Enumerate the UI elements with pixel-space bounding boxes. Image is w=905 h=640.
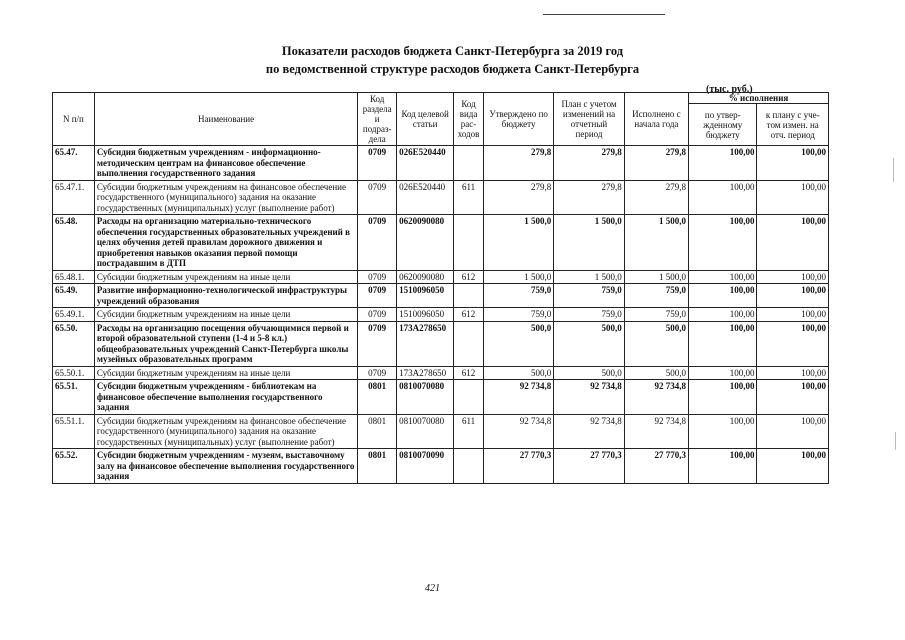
units-label: (тыс. руб.) — [706, 84, 753, 95]
table-row — [53, 366, 829, 380]
row-approved: 759,0 — [483, 284, 553, 308]
header-plan: План с учетом изменений на отчетный период — [554, 93, 624, 146]
header-section: Код раздела и подраз-дела — [358, 93, 397, 146]
row-type — [454, 284, 484, 308]
row-target: 173А278650 — [397, 321, 454, 366]
row-pct-plan: 100,00 — [757, 146, 829, 181]
row-executed: 92 734,8 — [624, 380, 688, 415]
row-num: 65.49.1. — [53, 308, 95, 322]
row-plan: 27 770,3 — [554, 449, 624, 484]
row-num: 65.48. — [53, 215, 95, 271]
row-approved: 1 500,0 — [483, 270, 553, 284]
row-pct-approved: 100,00 — [689, 270, 757, 284]
table-row — [53, 414, 829, 449]
table-row — [53, 284, 829, 308]
header-pct-approved: по утвер-жденному бюджету — [689, 104, 757, 146]
row-pct-plan: 100,00 — [757, 308, 829, 322]
row-section: 0709 — [358, 146, 397, 181]
row-executed: 759,0 — [624, 284, 688, 308]
row-target: 026Е520440 — [397, 146, 454, 181]
row-name: Субсидии бюджетным учреждениям на иные цели — [94, 308, 357, 322]
row-section: 0709 — [358, 284, 397, 308]
row-pct-plan: 100,00 — [757, 366, 829, 380]
row-pct-plan: 100,00 — [757, 215, 829, 271]
row-type: 612 — [454, 270, 484, 284]
row-num: 65.47. — [53, 146, 95, 181]
row-pct-plan: 100,00 — [757, 380, 829, 415]
row-approved: 279,8 — [483, 180, 553, 215]
row-pct-approved: 100,00 — [689, 180, 757, 215]
row-name: Субсидии бюджетным учреждениям - библиотекам на финансовое обеспечение выполнения государственного задания — [94, 380, 357, 415]
row-target: 0810070090 — [397, 449, 454, 484]
row-num: 65.51.1. — [53, 414, 95, 449]
row-type — [454, 449, 484, 484]
row-plan: 1 500,0 — [554, 215, 624, 271]
row-plan: 279,8 — [554, 146, 624, 181]
row-target: 0810070080 — [397, 414, 454, 449]
row-pct-approved: 100,00 — [689, 215, 757, 271]
row-plan: 92 734,8 — [554, 414, 624, 449]
header-pct: % исполнения — [689, 93, 829, 104]
table-row — [53, 308, 829, 322]
row-pct-approved: 100,00 — [689, 414, 757, 449]
row-pct-approved: 100,00 — [689, 321, 757, 366]
row-pct-plan: 100,00 — [757, 180, 829, 215]
header-num: N п/п — [53, 93, 95, 146]
row-approved: 92 734,8 — [483, 380, 553, 415]
header-pct-plan: к плану с уче-том измен. на отч. период — [757, 104, 829, 146]
row-section: 0709 — [358, 366, 397, 380]
row-executed: 500,0 — [624, 366, 688, 380]
header-target: Код целевой статьи — [397, 93, 454, 146]
table-row — [53, 180, 829, 215]
row-pct-plan: 100,00 — [757, 321, 829, 366]
row-section: 0801 — [358, 414, 397, 449]
row-type: 611 — [454, 180, 484, 215]
row-section: 0709 — [358, 321, 397, 366]
row-name: Расходы на организацию материально-технического обеспечения государственных образовательных учреждений в целях обучения детей правилам дорожного движения и приобретения навыков оказания первой помощи пострадавшим в ДТП — [94, 215, 357, 271]
row-plan: 92 734,8 — [554, 380, 624, 415]
row-num: 65.48.1. — [53, 270, 95, 284]
row-num: 65.50.1. — [53, 366, 95, 380]
row-approved: 27 770,3 — [483, 449, 553, 484]
row-plan: 759,0 — [554, 284, 624, 308]
row-pct-plan: 100,00 — [757, 284, 829, 308]
row-type — [454, 146, 484, 181]
row-pct-approved: 100,00 — [689, 284, 757, 308]
row-target: 1510096050 — [397, 308, 454, 322]
row-name: Субсидии бюджетным учреждениям на финансовое обеспечение государственного (муниципального) задания на оказание государственных (муниципальных) услуг (выполнение работ) — [94, 180, 357, 215]
row-type: 612 — [454, 366, 484, 380]
header-approved: Утверждено по бюджету — [483, 93, 553, 146]
row-plan: 279,8 — [554, 180, 624, 215]
row-pct-plan: 100,00 — [757, 449, 829, 484]
row-pct-approved: 100,00 — [689, 449, 757, 484]
row-name: Субсидия бюджетным учреждениям - информационно-методическим центрам на финансовое обеспечение выполнения государственного задания — [94, 146, 357, 181]
row-approved: 279,8 — [483, 146, 553, 181]
row-pct-plan: 100,00 — [757, 270, 829, 284]
row-executed: 27 770,3 — [624, 449, 688, 484]
row-type — [454, 380, 484, 415]
table-row — [53, 270, 829, 284]
row-pct-plan: 100,00 — [757, 414, 829, 449]
row-num: 65.51. — [53, 380, 95, 415]
scan-mark — [895, 432, 896, 450]
row-target: 0810070080 — [397, 380, 454, 415]
row-name: Субсидии бюджетным учреждениям на финансовое обеспечение государственного (муниципального) задания на оказание государственных (муниципальных) услуг (выполнение работ) — [94, 414, 357, 449]
header-name: Наименование — [94, 93, 357, 146]
row-executed: 759,0 — [624, 308, 688, 322]
table-row — [53, 449, 829, 484]
row-approved: 500,0 — [483, 366, 553, 380]
row-num: 65.50. — [53, 321, 95, 366]
table-row — [53, 380, 829, 415]
row-type: 612 — [454, 308, 484, 322]
row-executed: 1 500,0 — [624, 270, 688, 284]
row-executed: 500,0 — [624, 321, 688, 366]
row-approved: 1 500,0 — [483, 215, 553, 271]
row-plan: 1 500,0 — [554, 270, 624, 284]
table-body — [53, 146, 829, 484]
row-num: 65.47.1. — [53, 180, 95, 215]
row-name: Субсидии бюджетным учреждениям на иные цели — [94, 270, 357, 284]
title-line-1: Показатели расходов бюджета Санкт-Петербурга за 2019 год — [281, 44, 624, 58]
row-type: 611 — [454, 414, 484, 449]
title-line-2: по ведомственной структуре расходов бюджета Санкт-Петербурга — [265, 62, 640, 76]
row-type — [454, 321, 484, 366]
page-title — [0, 42, 905, 78]
row-pct-approved: 100,00 — [689, 146, 757, 181]
row-plan: 759,0 — [554, 308, 624, 322]
row-executed: 1 500,0 — [624, 215, 688, 271]
row-section: 0709 — [358, 308, 397, 322]
table-row — [53, 146, 829, 181]
row-executed: 279,8 — [624, 146, 688, 181]
row-executed: 279,8 — [624, 180, 688, 215]
row-name: Субсидии бюджетным учреждениям на иные цели — [94, 366, 357, 380]
row-section: 0801 — [358, 380, 397, 415]
row-type — [454, 215, 484, 271]
page-number: 421 — [425, 583, 440, 594]
row-section: 0801 — [358, 449, 397, 484]
header-executed: Исполнено с начала года — [624, 93, 688, 146]
table-row — [53, 215, 829, 271]
row-num: 65.52. — [53, 449, 95, 484]
row-pct-approved: 100,00 — [689, 308, 757, 322]
header-type: Код вида рас-ходов — [454, 93, 484, 146]
row-target: 026Е520440 — [397, 180, 454, 215]
row-target: 173А278650 — [397, 366, 454, 380]
row-section: 0709 — [358, 180, 397, 215]
row-plan: 500,0 — [554, 366, 624, 380]
row-approved: 759,0 — [483, 308, 553, 322]
row-target: 0620090080 — [397, 270, 454, 284]
row-pct-approved: 100,00 — [689, 366, 757, 380]
row-executed: 92 734,8 — [624, 414, 688, 449]
table-row — [53, 321, 829, 366]
row-name: Расходы на организацию посещения обучающимися первой и второй образовательной ступени (1-4 и 5-8 кл.) общеобразовательных учреждений Санкт-Петербурга школы музейных образовательных программ — [94, 321, 357, 366]
row-target: 0620090080 — [397, 215, 454, 271]
row-pct-approved: 100,00 — [689, 380, 757, 415]
row-section: 0709 — [358, 270, 397, 284]
row-name: Развитие информационно-технологической инфраструктуры учреждений образования — [94, 284, 357, 308]
scan-top-line — [543, 14, 665, 15]
row-section: 0709 — [358, 215, 397, 271]
budget-table — [52, 92, 829, 484]
row-approved: 92 734,8 — [483, 414, 553, 449]
scan-mark — [893, 158, 894, 182]
row-target: 1510096050 — [397, 284, 454, 308]
row-num: 65.49. — [53, 284, 95, 308]
row-name: Субсидии бюджетным учреждениям - музеям, выставочному залу на финансовое обеспечение выполнения государственного задания — [94, 449, 357, 484]
row-approved: 500,0 — [483, 321, 553, 366]
row-plan: 500,0 — [554, 321, 624, 366]
